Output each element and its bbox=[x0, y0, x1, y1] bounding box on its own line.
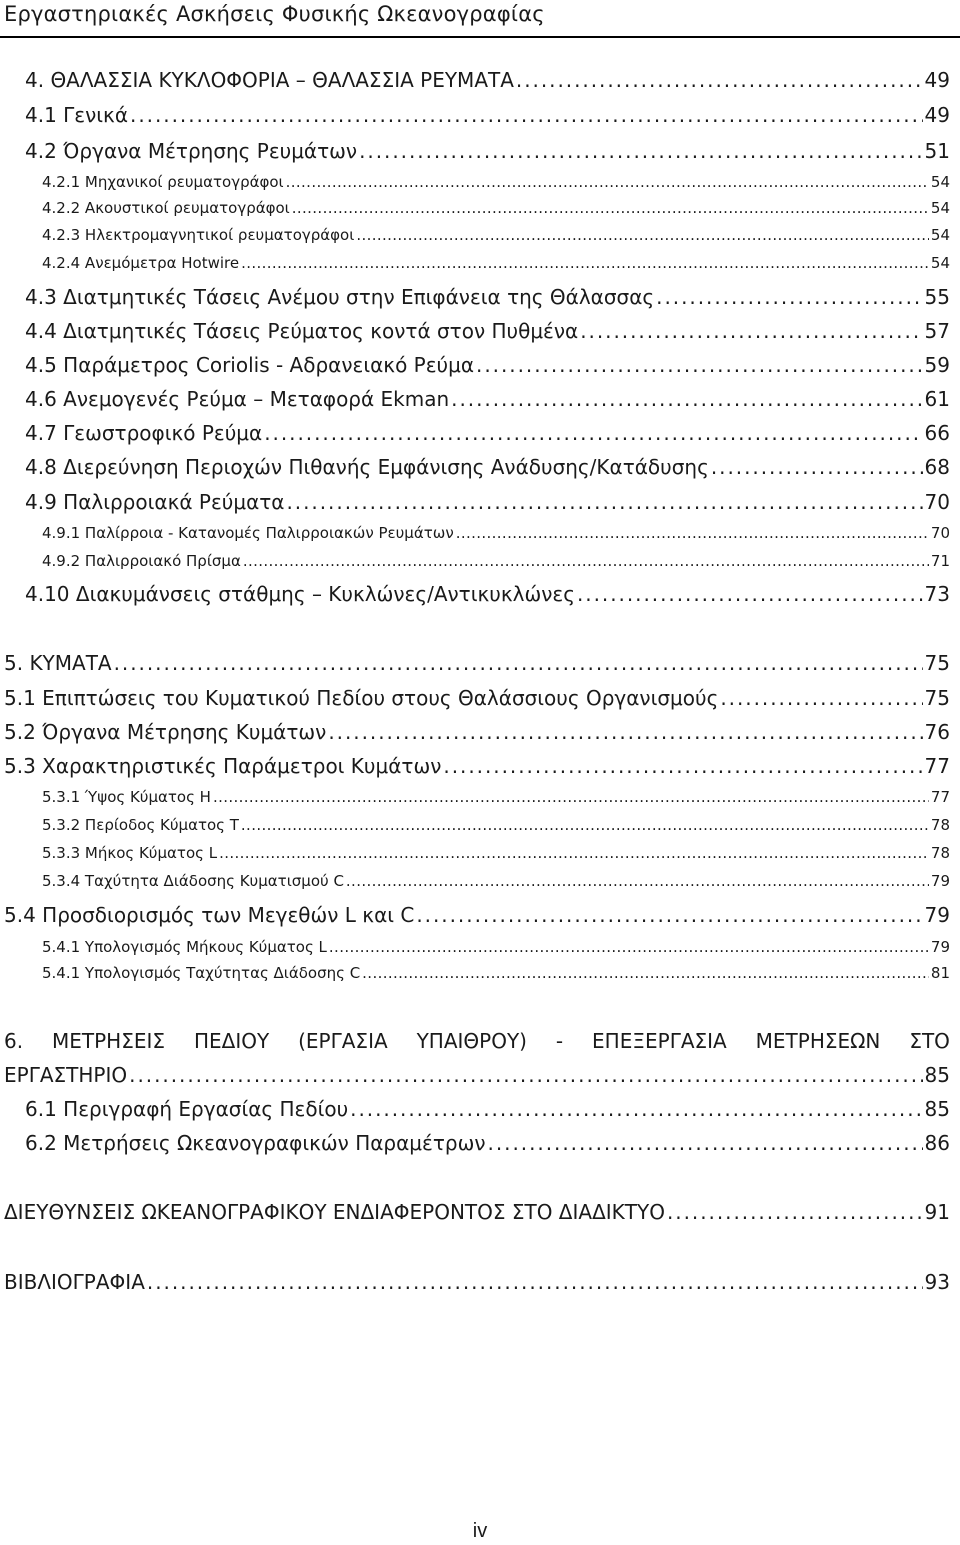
toc-entry-title: 4.2 Όργανα Μέτρησης Ρευμάτων bbox=[25, 139, 358, 163]
toc-entry-page: 85 bbox=[924, 1063, 950, 1087]
toc-entry-page: 54 bbox=[930, 254, 950, 272]
dot-leader bbox=[286, 490, 922, 514]
toc-entry-title: 5.3.1 Ύψος Κύματος H bbox=[42, 788, 211, 806]
dot-leader bbox=[359, 139, 922, 163]
dot-leader bbox=[577, 582, 923, 606]
toc-entry[interactable] bbox=[42, 173, 950, 197]
toc-entry-page: 79 bbox=[930, 938, 950, 956]
toc-entry-page: 73 bbox=[924, 582, 950, 606]
toc-entry[interactable] bbox=[42, 964, 950, 988]
toc-entry-title: 4.3 Διατμητικές Τάσεις Ανέμου στην Επιφάνεια της Θάλασσας bbox=[25, 285, 655, 309]
justified-word: ΜΕΤΡΗΣΕΙΣ bbox=[52, 1029, 166, 1053]
toc-entry[interactable] bbox=[25, 285, 950, 315]
toc-entry-title: 5.3.4 Ταχύτητα Διάδοσης Κυματισμού C bbox=[42, 872, 344, 890]
toc-entry-page: 79 bbox=[924, 903, 950, 927]
toc-entry-title: 5.1 Επιπτώσεις του Κυματικού Πεδίου στους Θαλάσσιους Οργανισμούς bbox=[4, 686, 719, 710]
dot-leader bbox=[451, 387, 922, 411]
toc-entry-page: 75 bbox=[924, 686, 950, 710]
justified-word: ΣΤΟ bbox=[909, 1029, 950, 1053]
toc-entry[interactable] bbox=[25, 1131, 950, 1161]
dot-leader bbox=[114, 651, 923, 675]
toc-entry-title: 4.9.1 Παλίρροια - Κατανομές Παλιρροιακών Ρευμάτων bbox=[42, 524, 454, 542]
dot-leader bbox=[264, 421, 922, 445]
toc-entry-title: 4.4 Διατμητικές Τάσεις Ρεύματος κοντά στον Πυθμένα bbox=[25, 319, 579, 343]
toc-entry-page: 54 bbox=[930, 226, 950, 244]
toc-entry[interactable] bbox=[4, 754, 950, 784]
toc-entry[interactable] bbox=[25, 103, 950, 133]
dot-leader bbox=[476, 353, 923, 377]
toc-entry[interactable] bbox=[4, 903, 950, 933]
toc-entry-title: 4.2.3 Ηλεκτρομαγνητικοί ρευματογράφοι bbox=[42, 226, 355, 244]
toc-entry-page: 91 bbox=[924, 1200, 950, 1224]
toc-entry-page: 77 bbox=[930, 788, 950, 806]
dot-leader bbox=[241, 254, 929, 272]
toc-entry-page: 66 bbox=[924, 421, 950, 445]
toc-entry-title: 5.3.2 Περίοδος Κύματος T bbox=[42, 816, 239, 834]
justified-word: 6. bbox=[4, 1029, 24, 1053]
dot-leader bbox=[656, 285, 922, 309]
toc-entry-title: 4.1 Γενικά bbox=[25, 103, 129, 127]
toc-entry-title: 4.7 Γεωστροφικό Ρεύμα bbox=[25, 421, 263, 445]
toc-entry-title: 4.10 Διακυμάνσεις στάθμης – Κυκλώνες/Αντικυκλώνες bbox=[25, 582, 575, 606]
toc-entry-title: 4.9.2 Παλιρροιακό Πρίσμα bbox=[42, 552, 241, 570]
toc-entry-title: 4.2.4 Ανεμόμετρα Hotwire bbox=[42, 254, 240, 272]
dot-leader bbox=[416, 903, 922, 927]
dot-leader bbox=[443, 754, 922, 778]
toc-entry[interactable] bbox=[25, 353, 950, 383]
toc-entry-page: 70 bbox=[924, 490, 950, 514]
toc-entry[interactable] bbox=[4, 651, 950, 681]
toc-entry-title: 5.4 Προσδιορισμός των Μεγεθών L και C bbox=[4, 903, 415, 927]
toc-entry-page: 71 bbox=[930, 552, 950, 570]
justified-word: ΕΠΕΞΕΡΓΑΣΙΑ bbox=[592, 1029, 727, 1053]
toc-entry-title: 5.2 Όργανα Μέτρησης Κυμάτων bbox=[4, 720, 327, 744]
dot-leader bbox=[580, 319, 922, 343]
toc-entry-title: 5. ΚΥΜΑΤΑ bbox=[4, 651, 112, 675]
toc-entry-title: ΕΡΓΑΣΤΗΡΙΟ bbox=[4, 1063, 128, 1087]
toc-entry-page: 86 bbox=[924, 1131, 950, 1155]
toc-entry-title: 4.5 Παράμετρος Coriolis - Αδρανειακό Ρεύμα bbox=[25, 353, 475, 377]
dot-leader bbox=[356, 226, 929, 244]
toc-entry-page: 54 bbox=[930, 199, 950, 217]
toc-entry[interactable] bbox=[42, 524, 950, 548]
toc-entry-title: 5.4.1 Υπολογισμός Μήκους Κύματος L bbox=[42, 938, 327, 956]
toc-entry-title: 4.6 Ανεμογενές Ρεύμα – Μεταφορά Ekman bbox=[25, 387, 450, 411]
toc-entry[interactable] bbox=[4, 720, 950, 750]
toc-entry-page: 57 bbox=[924, 319, 950, 343]
dot-leader bbox=[130, 103, 923, 127]
page-number: iv bbox=[472, 1520, 488, 1542]
toc-entry-page: 79 bbox=[930, 872, 950, 890]
toc-entry[interactable] bbox=[25, 455, 950, 485]
justified-word: ΜΕΤΡΗΣΕΩΝ bbox=[755, 1029, 881, 1053]
toc-entry-page: 49 bbox=[924, 68, 950, 92]
toc-entry-title: 4.2.2 Ακουστικοί ρευματογράφοι bbox=[42, 199, 290, 217]
toc-entry-title: 6.2 Μετρήσεις Ωκεανογραφικών Παραμέτρων bbox=[25, 1131, 486, 1155]
toc-entry[interactable] bbox=[4, 686, 950, 716]
toc-entry[interactable] bbox=[42, 226, 950, 250]
toc-entry-page: 93 bbox=[924, 1270, 950, 1294]
toc-entry-title: 5.4.1 Υπολογισμός Ταχύτητας Διάδοσης C bbox=[42, 964, 361, 982]
toc-entry[interactable] bbox=[25, 582, 950, 612]
dot-leader bbox=[711, 455, 923, 479]
toc-entry-title: 5.3 Χαρακτηριστικές Παράμετροι Κυμάτων bbox=[4, 754, 442, 778]
toc-entry[interactable] bbox=[25, 490, 950, 520]
toc-entry-page: 75 bbox=[924, 651, 950, 675]
toc-entry[interactable] bbox=[4, 1200, 950, 1230]
dot-leader bbox=[667, 1200, 923, 1224]
toc-entry[interactable] bbox=[25, 387, 950, 417]
page-header: Εργαστηριακές Ασκήσεις Φυσικής Ωκεανογραφίας bbox=[4, 2, 545, 26]
toc-entry-page: 54 bbox=[930, 173, 950, 191]
toc-entry-title: ΔΙΕΥΘΥΝΣΕΙΣ ΩΚΕΑΝΟΓΡΑΦΙΚΟΥ ΕΝΔΙΑΦΕΡΟΝΤΟΣ ΣΤΟ ΔΙΑΔΙΚΤΥΟ bbox=[4, 1200, 665, 1224]
toc-entry-title: 4.9 Παλιρροιακά Ρεύματα bbox=[25, 490, 285, 514]
toc-entry-title: 4.2.1 Μηχανικοί ρευματογράφοι bbox=[42, 173, 284, 191]
toc-entry-page: 59 bbox=[924, 353, 950, 377]
dot-leader bbox=[346, 872, 929, 890]
toc-entry-page: 49 bbox=[924, 103, 950, 127]
toc-entry-title: 4. ΘΑΛΑΣΣΙΑ ΚΥΚΛΟΦΟΡΙΑ – ΘΑΛΑΣΣΙΑ ΡΕΥΜΑΤΑ bbox=[25, 68, 514, 92]
toc-entry-page: 77 bbox=[924, 754, 950, 778]
toc-entry-chapter-6-line-1[interactable] bbox=[4, 1029, 950, 1053]
toc-entry-page: 51 bbox=[924, 139, 950, 163]
dot-leader bbox=[219, 844, 929, 862]
toc-entry-page: 76 bbox=[924, 720, 950, 744]
justified-word: ΠΕΔΙΟΥ bbox=[193, 1029, 270, 1053]
justified-word: ΥΠΑΙΘΡΟΥ) bbox=[416, 1029, 527, 1053]
dot-leader bbox=[350, 1097, 922, 1121]
toc-entry[interactable] bbox=[42, 938, 950, 962]
toc-entry-title: ΒΙΒΛΙΟΓΡΑΦΙΑ bbox=[4, 1270, 145, 1294]
dot-leader bbox=[243, 552, 929, 570]
dot-leader bbox=[129, 1063, 922, 1087]
toc-entry[interactable] bbox=[4, 1270, 950, 1300]
dot-leader bbox=[241, 816, 929, 834]
toc-entry[interactable] bbox=[25, 1097, 950, 1127]
toc-entry[interactable] bbox=[25, 139, 950, 169]
toc-entry-page: 78 bbox=[930, 816, 950, 834]
justified-word: (ΕΡΓΑΣΙΑ bbox=[298, 1029, 388, 1053]
toc-entry-page: 70 bbox=[930, 524, 950, 542]
toc-entry[interactable] bbox=[25, 68, 950, 98]
toc-entry-title: 4.8 Διερεύνηση Περιοχών Πιθανής Εμφάνισης Ανάδυσης/Κατάδυσης bbox=[25, 455, 709, 479]
toc-entry[interactable] bbox=[42, 872, 950, 896]
toc-entry-title: 6.1 Περιγραφή Εργασίας Πεδίου bbox=[25, 1097, 349, 1121]
toc-entry[interactable] bbox=[25, 319, 950, 349]
toc-entry[interactable] bbox=[42, 552, 950, 576]
dot-leader bbox=[488, 1131, 923, 1155]
dot-leader bbox=[329, 938, 929, 956]
toc-entry[interactable] bbox=[4, 1063, 950, 1093]
toc-entry-page: 78 bbox=[930, 844, 950, 862]
dot-leader bbox=[516, 68, 923, 92]
dot-leader bbox=[362, 964, 929, 982]
dot-leader bbox=[213, 788, 929, 806]
dot-leader bbox=[720, 686, 922, 710]
toc-entry[interactable] bbox=[42, 254, 950, 278]
toc-entry[interactable] bbox=[42, 788, 950, 812]
toc-entry[interactable] bbox=[42, 199, 950, 223]
toc-entry-page: 81 bbox=[930, 964, 950, 982]
toc-entry[interactable] bbox=[42, 844, 950, 868]
dot-leader bbox=[147, 1270, 923, 1294]
dot-leader bbox=[286, 173, 929, 191]
toc-entry-page: 61 bbox=[924, 387, 950, 411]
toc-entry-title: 5.3.3 Μήκος Κύματος L bbox=[42, 844, 218, 862]
justified-word: - bbox=[555, 1029, 564, 1053]
dot-leader bbox=[456, 524, 929, 542]
dot-leader bbox=[328, 720, 922, 744]
toc-entry[interactable] bbox=[25, 421, 950, 451]
dot-leader bbox=[292, 199, 929, 217]
toc-entry[interactable] bbox=[42, 816, 950, 840]
toc-entry-page: 85 bbox=[924, 1097, 950, 1121]
toc-entry-page: 68 bbox=[924, 455, 950, 479]
toc-entry-page: 55 bbox=[924, 285, 950, 309]
